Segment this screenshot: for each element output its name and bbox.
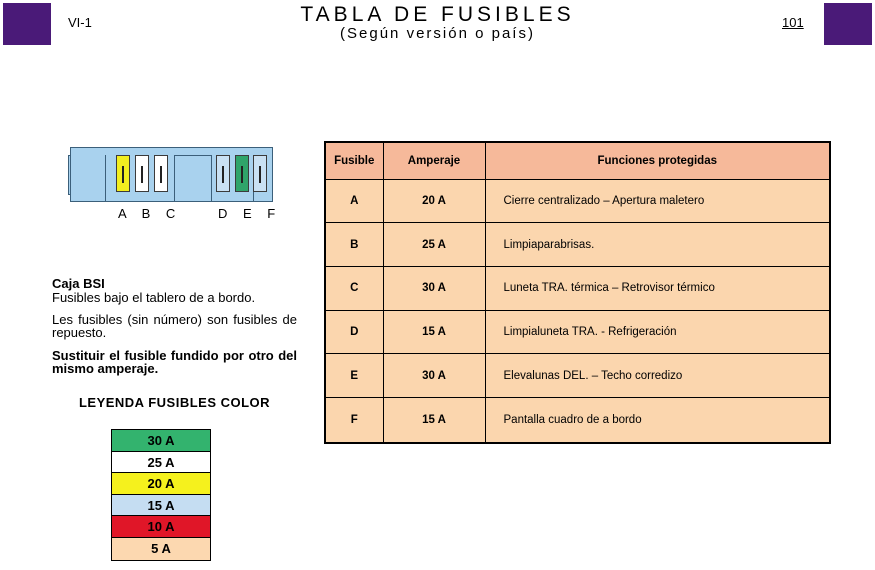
table-row (325, 310, 830, 354)
fuse-table (324, 141, 831, 444)
fuse-box-divider (105, 155, 106, 201)
page-title: TABLA DE FUSIBLES (300, 3, 575, 26)
table-row (325, 266, 830, 310)
fuse-id: F (325, 398, 383, 443)
table-row (325, 223, 830, 267)
column-header-fusible: Fusible (325, 142, 383, 179)
fuse-amperage: 25 A (383, 223, 485, 267)
fuse-id: E (325, 354, 383, 398)
legend-row-20a: 20 A (112, 473, 210, 495)
table-row (325, 354, 830, 398)
fuse-c (154, 155, 168, 192)
legend-row-25a: 25 A (112, 452, 210, 474)
fuse-id: B (325, 223, 383, 267)
info-heading: Caja BSI (52, 276, 105, 291)
fuse-a (116, 155, 130, 192)
legend-row-15a: 15 A (112, 495, 210, 517)
legend-row-30a: 30 A (112, 430, 210, 452)
fuse-amperage: 30 A (383, 266, 485, 310)
fuse-table-header-row (325, 142, 830, 179)
fuse-function: Pantalla cuadro de a bordo (485, 398, 830, 443)
legend-row-10a: 10 A (112, 516, 210, 538)
table-row (325, 398, 830, 443)
fuse-e (235, 155, 249, 192)
fuse-function: Limpiaparabrisas. (485, 223, 830, 267)
fuse-box-diagram (70, 147, 273, 202)
fuse-box-middle-slot (174, 155, 212, 201)
page-code: VI-1 (68, 15, 92, 30)
fuse-d (216, 155, 230, 192)
fuse-labels-left: A B C (118, 206, 182, 221)
fuse-function: Luneta TRA. térmica – Retrovisor térmico (485, 266, 830, 310)
legend-table (111, 429, 211, 561)
fuse-function: Cierre centralizado – Apertura maletero (485, 179, 830, 223)
legend-row-5a: 5 A (112, 538, 210, 560)
column-header-funciones: Funciones protegidas (485, 142, 830, 179)
fuse-function: Limpialuneta TRA. - Refrigeración (485, 310, 830, 354)
info-line-1: Fusibles bajo el tablero de a bordo. (52, 290, 256, 305)
fuse-amperage: 30 A (383, 354, 485, 398)
table-row (325, 179, 830, 223)
fuse-amperage: 15 A (383, 398, 485, 443)
fuse-id: C (325, 266, 383, 310)
fuse-labels-right: D E F (218, 206, 282, 221)
info-paragraph-3: Sustituir el fusible fundido por otro del mismo amperaje. (52, 348, 297, 376)
page-number: 101 (782, 15, 804, 30)
column-header-amperaje: Amperaje (383, 142, 485, 179)
fuse-f (253, 155, 267, 192)
legend-title: LEYENDA FUSIBLES COLOR (78, 395, 271, 410)
fuse-amperage: 15 A (383, 310, 485, 354)
fuse-b (135, 155, 149, 192)
fuse-id: A (325, 179, 383, 223)
fuse-id: D (325, 310, 383, 354)
page-subtitle: (Según versión o país) (340, 25, 535, 42)
fuse-amperage: 20 A (383, 179, 485, 223)
info-paragraph-2: Les fusibles (sin número) son fusibles de repuesto. (52, 312, 297, 340)
fuse-function: Elevalunas DEL. – Techo corredizo (485, 354, 830, 398)
